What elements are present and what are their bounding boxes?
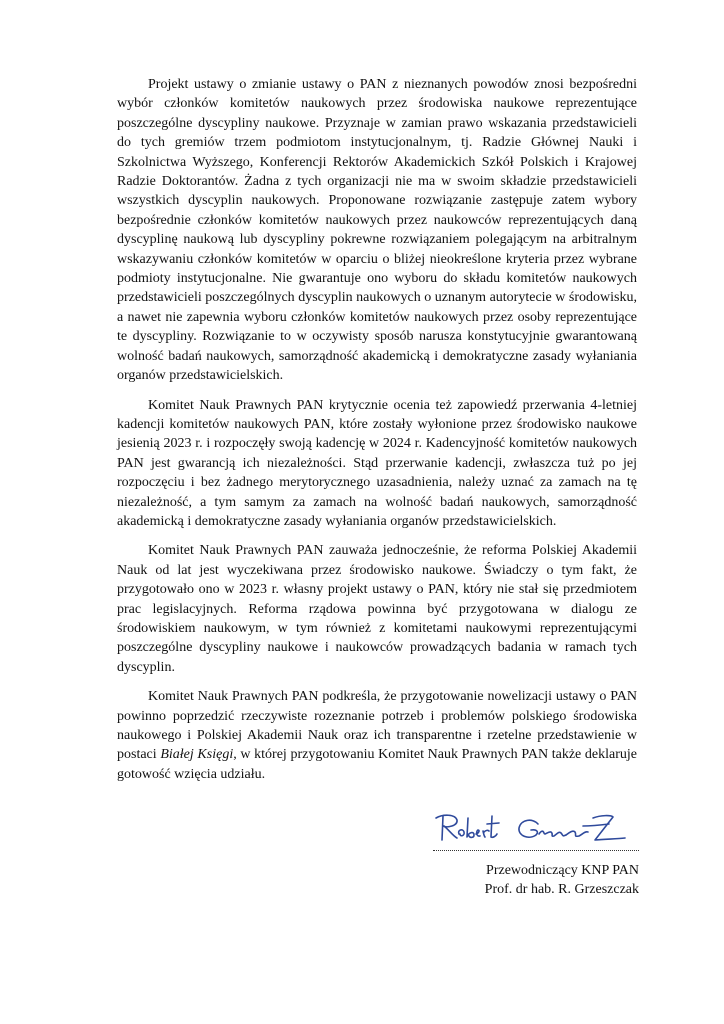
paragraph-2: Komitet Nauk Prawnych PAN krytycznie ocenia też zapowiedź przerwania 4-letniej kadencji komitetów naukowych PAN, które zostały wyłonione przez środowisko naukowe jesienią 2023 r. i rozpoczęły swoją kadencję w 2024 r. Kadencyjność komitetów naukowych PAN jest gwarancją ich niezależności. Stąd przerwanie kadencji, zwłaszcza tuż po jej rozpoczęciu i bez żadnego merytorycznego uzasadnienia, należy uznać za zamach na tę niezależność, a tym samym za zamach na wolność badań naukowych, samorządność akademicką i demokratyczne zasady wyłaniania organów przedstawicielskich. — [117, 397, 637, 529]
paragraph-3: Komitet Nauk Prawnych PAN zauważa jednocześnie, że reforma Polskiej Akademii Nauk od lat jest wyczekiwana przez środowisko naukowe. Świadczy o tym fakt, że przygotowało ono w 2023 r. własny projekt ustawy o PAN, który nie stał się przedmiotem prac legislacyjnych. Reforma rządowa powinna być przygotowana w dialogu ze środowiskiem naukowym, w tym również z komitetami naukowymi reprezentującymi poszczególne dyscypliny naukowe i naukowców prowadzących badania w ramach tych dyscyplin. — [117, 543, 637, 675]
paragraph-4-italic-title: Białej Księgi — [160, 747, 234, 763]
paragraph-1: Projekt ustawy o zmianie ustawy o PAN z nieznanych powodów znosi bezpośredni wybór członków komitetów naukowych przez środowiska naukowe reprezentujące poszczególne dyscypliny naukowe. Przyznaje w zamian prawo wskazania przedstawicieli do tych gremiów trzem podmiotom instytucjonalnym, tj. Radzie Głównej Nauki i Szkolnictwa Wyższego, Konferencji Rektorów Akademickich Szkół Polskich i Krajowej Radzie Doktorantów. Żadna z tych organizacji nie ma w swoim składzie przedstawicieli wszystkich dyscyplin naukowych. Proponowane rozwiązanie zastępuje zatem wybory bezpośrednie członków komitetów naukowych przez naukowców reprezentujących daną dyscyplinę naukową lub dyscypliny pokrewne rozwiązaniem polegającym na arbitralnym wskazywaniu członków komitetów w oparciu o bliżej nieokreślone kryteria przez wybrane podmioty instytucjonalne. Nie gwarantuje ono wyboru do składu komitetów naukowych przedstawicieli poszczególnych dyscyplin naukowych o uznanym autorytecie w środowisku, a nawet nie zapewnia wyboru członków komitetów naukowych przez osoby reprezentujące te dyscypliny. Rozwiązanie to w oczywisty sposób narusza konstytucyjnie gwarantowaną wolność badań naukowych, samorządność akademicką i demokratyczne zasady wyłaniania organów przedstawicielskich. — [117, 77, 637, 384]
signatory-title: Przewodniczący KNP PAN — [486, 863, 639, 878]
paragraph-4-text-start: Komitet Nauk Prawnych PAN podkreśla, że przygotowanie nowelizacji ustawy o PAN powinno poprzedzić rzeczywiste rozeznanie potrzeb i problemów polskiego środowiska naukowego i Polskiej Akademii Nauk oraz ich transparentne i rzetelne przedstawienie w postaci — [117, 689, 637, 763]
signature-block — [433, 790, 639, 910]
signatory-name: Prof. dr hab. R. Grzeszczak — [484, 882, 639, 897]
paragraph-4 — [117, 687, 637, 784]
paragraph-4-text-end: , w której przygotowaniu Komitet Nauk Prawnych PAN także deklaruje gotowość wzięcia udziału. — [117, 747, 638, 782]
document-body — [117, 75, 637, 794]
handwritten-signature — [433, 804, 639, 848]
signature-dotted-line — [433, 850, 639, 851]
